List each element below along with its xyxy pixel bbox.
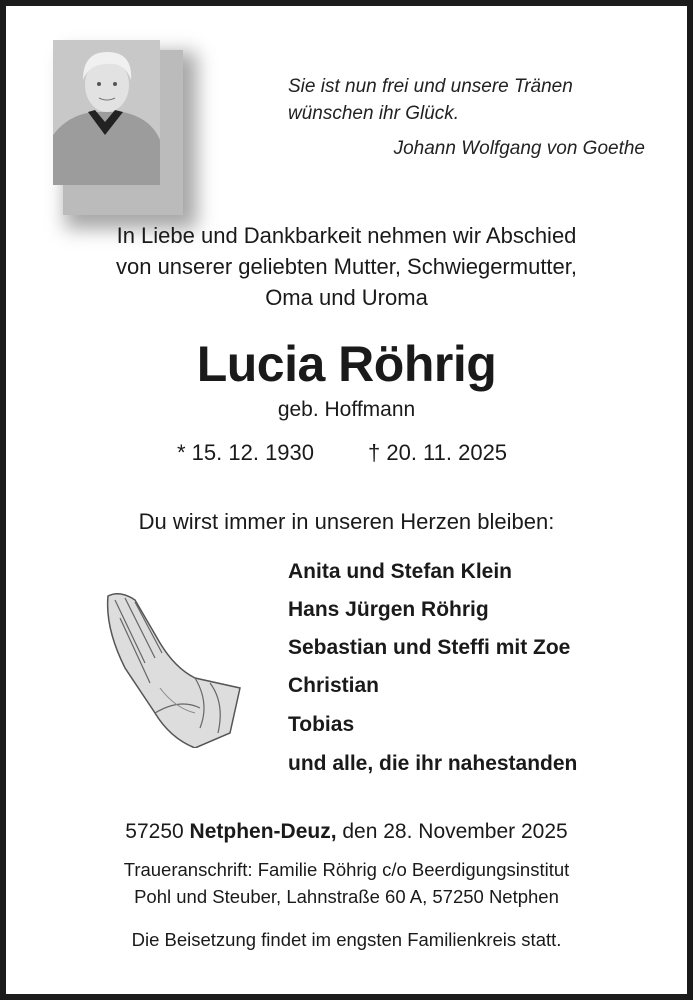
- burial-note: Die Beisetzung findet im engsten Familienkreis statt.: [131, 929, 562, 950]
- deceased-name: Lucia Röhrig: [196, 336, 497, 392]
- address-line-1: Traueranschrift: Familie Röhrig c/o Beerdigungsinstitut: [123, 859, 570, 880]
- quote-author: Johann Wolfgang von Goethe: [393, 138, 645, 159]
- place-date-line: [0, 820, 693, 844]
- intro-line-2: von unserer geliebten Mutter, Schwiegermutter,: [115, 254, 578, 279]
- zip: 57250: [125, 820, 184, 843]
- date: den 28. November 2025: [342, 820, 568, 843]
- maiden-name: geb. Hoffmann: [277, 398, 416, 421]
- praying-hands-image: [100, 588, 250, 748]
- place: Netphen-Deuz,: [189, 820, 337, 843]
- closing-line: Du wirst immer in unseren Herzen bleiben:: [138, 509, 555, 534]
- family-member: Hans Jürgen Röhrig: [288, 598, 489, 621]
- quote-line-1: Sie ist nun frei und unsere Tränen: [288, 76, 573, 97]
- family-member: und alle, die ihr nahestanden: [288, 752, 578, 775]
- portrait-photo: [53, 40, 160, 185]
- family-member: Tobias: [288, 713, 355, 736]
- death-date: † 20. 11. 2025: [368, 440, 508, 465]
- family-member: Anita und Stefan Klein: [288, 560, 513, 583]
- address-line-2: Pohl und Steuber, Lahnstraße 60 A, 57250 Netphen: [134, 886, 559, 907]
- family-member: Christian: [288, 674, 380, 697]
- birth-date: * 15. 12. 1930: [177, 440, 315, 465]
- intro-line-1: In Liebe und Dankbarkeit nehmen wir Abschied: [116, 223, 577, 248]
- intro-line-3: Oma und Uroma: [265, 285, 428, 310]
- quote-line-2: wünschen ihr Glück.: [288, 103, 460, 124]
- family-member: Sebastian und Steffi mit Zoe: [288, 636, 571, 659]
